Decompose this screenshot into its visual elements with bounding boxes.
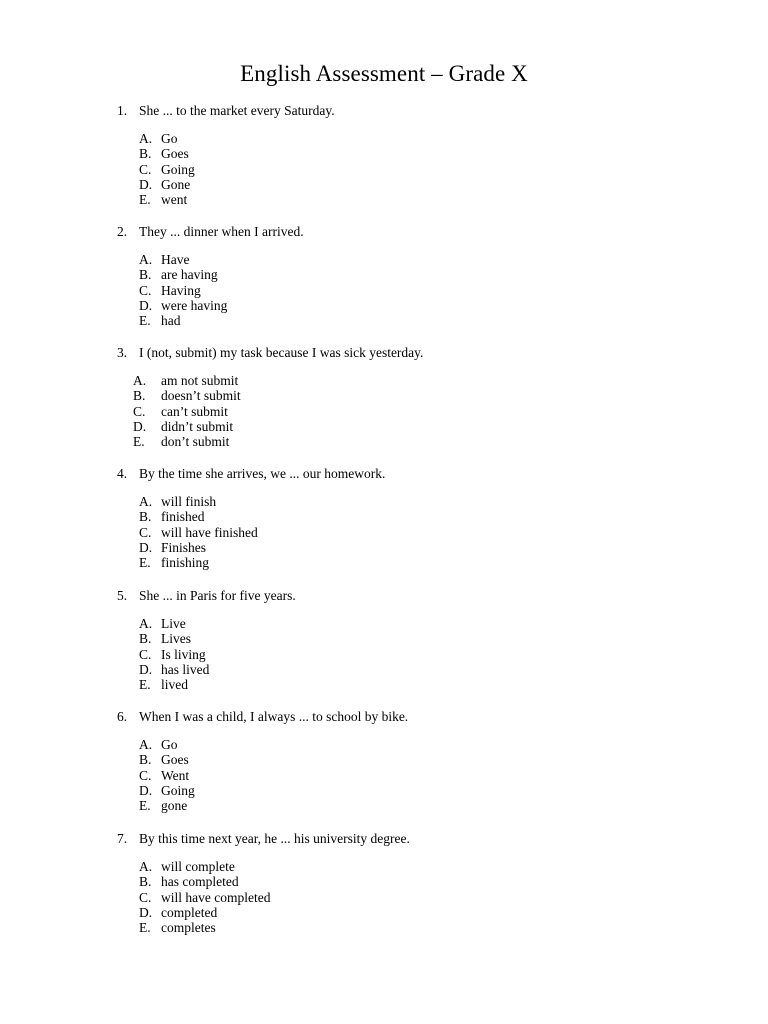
option-text: don’t submit <box>161 434 230 450</box>
option-text: Go <box>161 131 178 146</box>
question-text: By this time next year, he ... his university degree. <box>139 831 410 846</box>
option-e <box>0 798 768 813</box>
question-text: I (not, submit) my task because I was sick yesterday. <box>139 345 424 360</box>
question-text: She ... to the market every Saturday. <box>139 103 335 118</box>
option-c <box>0 283 768 298</box>
option-e <box>0 192 768 207</box>
option-b <box>0 631 768 646</box>
option-list <box>0 616 768 692</box>
option-text: didn’t submit <box>161 418 234 434</box>
option-letter: A. <box>139 616 153 631</box>
option-text: will complete <box>161 859 235 874</box>
option-letter: E. <box>139 313 151 329</box>
option-d <box>0 905 768 920</box>
question-number: 6. <box>117 709 128 724</box>
option-letter: B. <box>139 631 152 647</box>
option-d <box>0 662 768 677</box>
option-a <box>0 494 768 509</box>
option-e <box>0 313 768 328</box>
option-text: finishing <box>161 555 210 571</box>
option-list <box>0 494 768 570</box>
option-letter: E. <box>133 434 145 450</box>
option-text: are having <box>161 267 218 283</box>
option-letter: B. <box>133 388 146 404</box>
question-number: 1. <box>117 103 128 118</box>
option-letter: E. <box>139 798 151 814</box>
option-b <box>0 874 768 889</box>
option-text: Go <box>161 737 178 752</box>
option-a <box>0 859 768 874</box>
option-text: gone <box>161 798 188 814</box>
option-a <box>0 616 768 631</box>
question-1 <box>0 101 768 207</box>
question-7 <box>0 829 768 935</box>
option-letter: D. <box>139 297 153 313</box>
option-letter: E. <box>139 192 151 208</box>
option-text: were having <box>161 297 228 313</box>
question-text: By the time she arrives, we ... our homework. <box>139 466 386 481</box>
option-c <box>0 525 768 540</box>
option-letter: E. <box>139 555 151 571</box>
option-d <box>0 540 768 555</box>
option-b <box>0 267 768 282</box>
option-letter: C. <box>133 403 146 419</box>
question-2 <box>0 222 768 328</box>
option-list <box>0 737 768 813</box>
option-text: Goes <box>161 146 189 162</box>
option-e <box>0 555 768 570</box>
option-text: completed <box>161 904 218 920</box>
option-b <box>0 752 768 767</box>
question-stem <box>0 222 768 242</box>
option-letter: C. <box>139 646 152 662</box>
option-letter: B. <box>139 752 152 768</box>
option-text: Goes <box>161 752 189 768</box>
option-text: Went <box>161 767 190 783</box>
question-stem <box>0 586 768 606</box>
option-letter: A. <box>139 494 153 509</box>
option-text: Finishes <box>161 539 207 555</box>
option-a <box>0 373 768 388</box>
option-text: Going <box>161 161 195 177</box>
option-list <box>0 131 768 207</box>
option-letter: B. <box>139 509 152 525</box>
question-stem <box>0 101 768 121</box>
option-letter: E. <box>139 677 151 693</box>
question-text: They ... dinner when I arrived. <box>139 224 304 239</box>
option-text: will have completed <box>161 889 271 905</box>
option-d <box>0 298 768 313</box>
option-a <box>0 131 768 146</box>
option-letter: D. <box>139 176 153 192</box>
option-letter: B. <box>139 146 152 162</box>
option-letter: E. <box>139 920 151 936</box>
option-list <box>0 373 768 449</box>
question-stem <box>0 464 768 484</box>
question-5 <box>0 586 768 692</box>
option-letter: C. <box>139 161 152 177</box>
option-a <box>0 737 768 752</box>
option-b <box>0 388 768 403</box>
option-text: will have finished <box>161 524 258 540</box>
option-text: has completed <box>161 874 239 890</box>
option-b <box>0 509 768 524</box>
question-3 <box>0 343 768 449</box>
option-text: am not submit <box>161 373 239 388</box>
option-letter: A. <box>139 252 153 267</box>
option-letter: A. <box>139 737 153 752</box>
option-text: Live <box>161 616 186 631</box>
option-letter: C. <box>139 889 152 905</box>
option-letter: C. <box>139 524 152 540</box>
option-c <box>0 162 768 177</box>
question-text: When I was a child, I always ... to school by bike. <box>139 709 409 724</box>
question-number: 3. <box>117 345 128 360</box>
option-text: finished <box>161 509 205 525</box>
option-text: Gone <box>161 176 191 192</box>
option-text: Going <box>161 782 195 798</box>
option-text: completes <box>161 920 216 936</box>
option-a <box>0 252 768 267</box>
option-list <box>0 252 768 328</box>
question-stem <box>0 829 768 849</box>
option-e <box>0 677 768 692</box>
option-text: doesn’t submit <box>161 388 241 404</box>
option-letter: C. <box>139 282 152 298</box>
question-number: 4. <box>117 466 128 481</box>
option-c <box>0 768 768 783</box>
option-text: Having <box>161 282 201 298</box>
option-text: Have <box>161 252 190 267</box>
option-letter: A. <box>139 859 153 874</box>
option-text: went <box>161 192 188 208</box>
question-6 <box>0 707 768 813</box>
option-text: Is living <box>161 646 206 662</box>
option-c <box>0 404 768 419</box>
option-letter: D. <box>139 904 153 920</box>
option-letter: D. <box>139 661 153 677</box>
option-d <box>0 419 768 434</box>
option-letter: D. <box>133 418 147 434</box>
option-text: will finish <box>161 494 217 509</box>
option-text: had <box>161 313 181 329</box>
option-c <box>0 647 768 662</box>
option-letter: D. <box>139 539 153 555</box>
question-number: 7. <box>117 831 128 846</box>
question-text: She ... in Paris for five years. <box>139 588 296 603</box>
option-d <box>0 783 768 798</box>
question-number: 5. <box>117 588 128 603</box>
option-list <box>0 859 768 935</box>
question-stem <box>0 343 768 363</box>
option-text: lived <box>161 677 188 693</box>
option-letter: C. <box>139 767 152 783</box>
option-letter: B. <box>139 874 152 890</box>
page-title: English Assessment – Grade X <box>240 61 528 86</box>
option-text: can’t submit <box>161 403 228 419</box>
option-letter: D. <box>139 782 153 798</box>
option-text: has lived <box>161 661 210 677</box>
option-letter: A. <box>139 131 153 146</box>
option-e <box>0 920 768 935</box>
option-d <box>0 177 768 192</box>
option-text: Lives <box>161 631 191 647</box>
option-c <box>0 890 768 905</box>
option-b <box>0 146 768 161</box>
option-e <box>0 434 768 449</box>
option-letter: A. <box>133 373 147 388</box>
question-number: 2. <box>117 224 128 239</box>
question-stem <box>0 707 768 727</box>
question-4 <box>0 464 768 570</box>
option-letter: B. <box>139 267 152 283</box>
